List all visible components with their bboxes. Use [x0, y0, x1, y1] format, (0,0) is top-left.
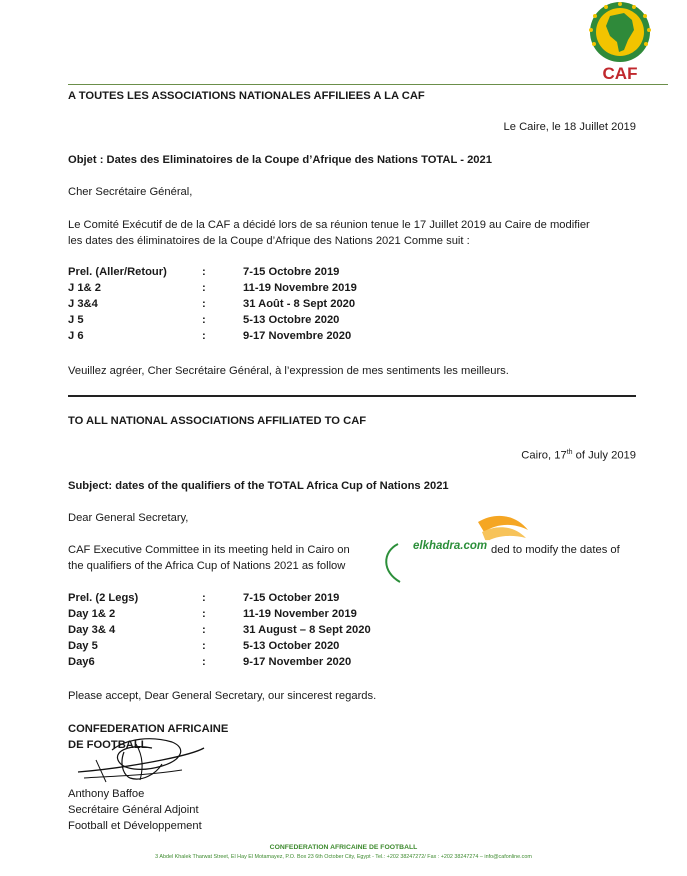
en-body-line1-start: CAF Executive Committee in its meeting held in Cairo on [68, 544, 350, 556]
round-label: J 5 [68, 314, 84, 326]
round-label: J 1& 2 [68, 282, 101, 294]
footer-org: CONFEDERATION AFRICAINE DE FOOTBALL [269, 844, 418, 851]
round-label: Day 1& 2 [68, 608, 116, 620]
footer-address: 3 Abdel Khalek Tharwat Street, El Hay El Motamayez, P.O. Box 23 6th October City, Egypt - Tel.: +202 38247272/ Fax : +202 38247274 – info@cafonline.com [155, 854, 532, 860]
caf-logo-text: CAF [602, 64, 638, 82]
watermark-text: elkhadra.com [413, 540, 488, 552]
separator: : [202, 314, 206, 326]
fr-closing: Veuillez agréer, Cher Secrétaire Général, à l’expression de mes sentiments les meilleurs. [68, 365, 509, 377]
en-date-prefix: Cairo, 17 [521, 449, 567, 462]
fr-body-line1: Le Comité Exécutif de de la CAF a décidé lors de sa réunion tenue le 17 Juillet 2019 au Caire de modifier [68, 219, 590, 231]
en-salutation: Dear General Secretary, [68, 512, 189, 524]
separator: : [202, 624, 206, 636]
en-date [521, 446, 636, 463]
en-date-suffix: of July 2019 [572, 449, 636, 462]
signatory-name: Anthony Baffoe [68, 788, 145, 800]
en-subject: Subject: dates of the qualifiers of the TOTAL Africa Cup of Nations 2021 [68, 480, 449, 492]
org-line1: CONFEDERATION AFRICAINE [68, 723, 229, 735]
round-label: Day6 [68, 656, 95, 668]
round-dates: 9-17 November 2020 [243, 656, 352, 668]
round-label: Prel. (Aller/Retour) [68, 266, 167, 278]
caf-logo [572, 0, 668, 82]
separator: : [202, 640, 206, 652]
round-label: J 3&4 [68, 298, 98, 310]
separator: : [202, 330, 206, 342]
round-dates: 11-19 Novembre 2019 [243, 282, 357, 294]
separator: : [202, 608, 206, 620]
round-dates: 5-13 October 2020 [243, 640, 340, 652]
round-dates: 11-19 November 2019 [243, 608, 357, 620]
round-dates: 7-15 October 2019 [243, 592, 340, 604]
en-date-sup: th [566, 449, 573, 456]
fr-body-line2: les dates des éliminatoires de la Coupe d’Afrique des Nations 2021 Comme suit : [68, 235, 470, 247]
round-dates: 31 August – 8 Sept 2020 [243, 624, 371, 636]
separator: : [202, 592, 206, 604]
en-heading: TO ALL NATIONAL ASSOCIATIONS AFFILIATED TO CAF [68, 415, 367, 427]
fr-subject: Objet : Dates des Eliminatoires de la Coupe d’Afrique des Nations TOTAL - 2021 [68, 154, 492, 166]
handwritten-signature [72, 730, 212, 790]
fr-salutation: Cher Secrétaire Général, [68, 186, 193, 198]
separator: : [202, 656, 206, 668]
section-divider [68, 395, 636, 397]
fr-heading: A TOUTES LES ASSOCIATIONS NATIONALES AFFILIEES A LA CAF [68, 90, 425, 102]
header-rule [68, 84, 668, 85]
en-body-line1-end: ded to modify the dates of [491, 544, 620, 556]
separator: : [202, 282, 206, 294]
round-dates: 5-13 Octobre 2020 [243, 314, 340, 326]
round-dates: 7-15 Octobre 2019 [243, 266, 340, 278]
round-dates: 9-17 Novembre 2020 [243, 330, 352, 342]
round-label: J 6 [68, 330, 84, 342]
round-label: Prel. (2 Legs) [68, 592, 139, 604]
signatory-title1: Secrétaire Général Adjoint [68, 804, 199, 816]
org-line2: DE FOOTBALL [68, 739, 148, 751]
separator: : [202, 298, 206, 310]
round-label: Day 5 [68, 640, 98, 652]
en-closing: Please accept, Dear General Secretary, our sincerest regards. [68, 690, 377, 702]
round-dates: 31 Août - 8 Sept 2020 [243, 298, 356, 310]
separator: : [202, 266, 206, 278]
fr-date: Le Caire, le 18 Juillet 2019 [503, 121, 636, 133]
en-body-line2: the qualifiers of the Africa Cup of Nations 2021 as follow [68, 560, 346, 572]
signatory-title2: Football et Développement [68, 820, 202, 832]
round-label: Day 3& 4 [68, 624, 116, 636]
